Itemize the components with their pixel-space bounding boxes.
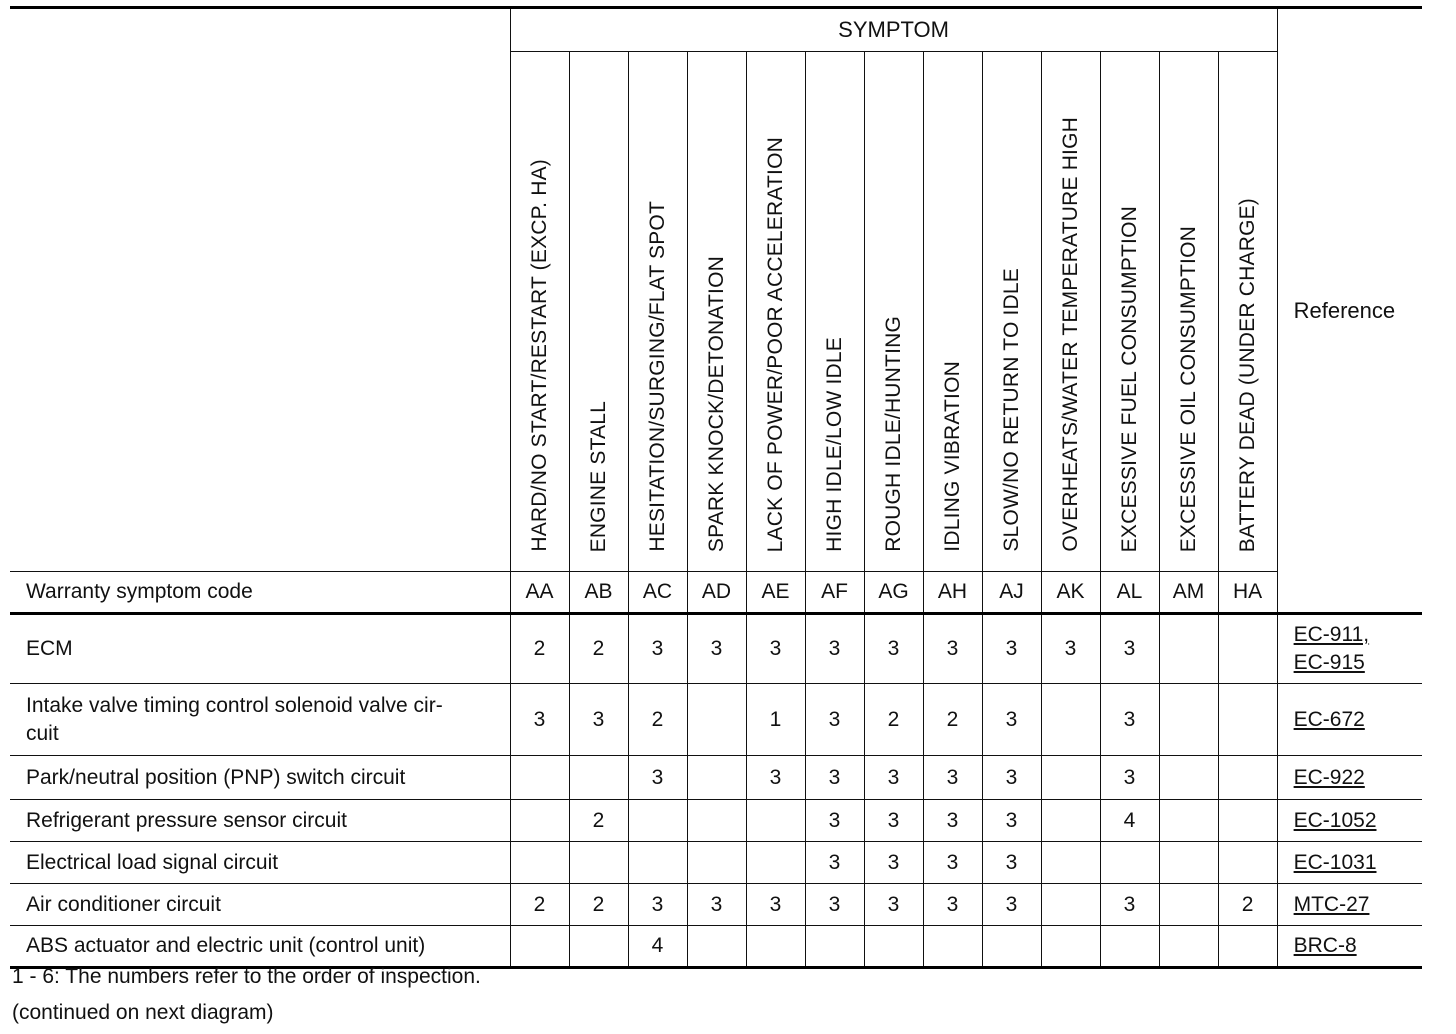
table-body [10,614,1422,968]
warranty-code: HA [1218,572,1277,614]
component-name-line: Intake valve timing control solenoid valve cir- [26,693,443,717]
inspection-order-cell [1100,842,1159,884]
inspection-order-cell [1159,614,1218,684]
inspection-order-cell [1159,926,1218,968]
symptom-column-label: HARD/NO START/RESTART (EXCP. HA) [527,159,551,552]
inspection-order-cell [864,926,923,968]
symptom-column-label: HIGH IDLE/LOW IDLE [822,337,846,552]
symptom-column-label: EXCESSIVE FUEL CONSUMPTION [1117,205,1141,552]
reference-link[interactable]: EC-911, [1293,623,1370,646]
table-row [10,884,1422,926]
component-name: Air conditioner circuit [10,884,510,926]
inspection-order-cell: 3 [569,684,628,756]
inspection-order-cell: 3 [923,884,982,926]
symptom-column-label: HESITATION/SURGING/FLAT SPOT [645,201,669,552]
inspection-order-cell: 3 [805,614,864,684]
inspection-order-cell [510,800,569,842]
reference-cell [1277,684,1422,756]
inspection-order-cell [1159,884,1218,926]
inspection-order-cell [805,926,864,968]
warranty-code: AM [1159,572,1218,614]
warranty-code: AE [746,572,805,614]
inspection-order-cell [1159,756,1218,800]
inspection-order-cell: 3 [923,614,982,684]
table-row [10,926,1422,968]
inspection-order-cell: 3 [864,614,923,684]
inspection-order-cell [1041,926,1100,968]
inspection-order-cell: 3 [982,614,1041,684]
inspection-order-cell [628,842,687,884]
warranty-code: AD [687,572,746,614]
reference-link[interactable]: EC-1052 [1293,808,1377,832]
inspection-order-cell [1218,684,1277,756]
symptom-column-header [628,52,687,572]
inspection-order-cell: 2 [1218,884,1277,926]
inspection-order-cell [687,684,746,756]
symptom-column-header [687,52,746,572]
inspection-order-cell [1159,800,1218,842]
inspection-order-cell: 4 [628,926,687,968]
reference-link[interactable]: MTC-27 [1293,892,1370,916]
symptom-column-header [805,52,864,572]
inspection-order-cell: 3 [805,800,864,842]
symptom-column-header [510,52,569,572]
inspection-order-cell: 2 [628,684,687,756]
reference-cell [1277,756,1422,800]
reference-link[interactable]: EC-915 [1293,651,1365,674]
inspection-order-cell: 3 [864,800,923,842]
inspection-order-cell [982,926,1041,968]
symptom-column-label: ROUGH IDLE/HUNTING [881,316,905,552]
table-row [10,842,1422,884]
table-row [10,800,1422,842]
warranty-code: AB [569,572,628,614]
reference-cell [1277,884,1422,926]
inspection-order-cell: 3 [923,842,982,884]
symptom-column-header [1159,52,1218,572]
inspection-order-cell [1218,614,1277,684]
inspection-order-cell [1218,756,1277,800]
inspection-order-cell [628,800,687,842]
symptom-column-label: EXCESSIVE OIL CONSUMPTION [1176,225,1200,552]
inspection-order-cell: 3 [746,614,805,684]
warranty-code-label: Warranty symptom code [10,572,510,614]
inspection-order-cell: 3 [805,684,864,756]
inspection-order-cell: 3 [510,684,569,756]
inspection-order-cell: 3 [628,884,687,926]
inspection-order-cell: 2 [923,684,982,756]
table-row [10,756,1422,800]
symptom-header: SYMPTOM [510,8,1277,52]
symptom-column-label: SPARK KNOCK/DETONATION [704,255,728,552]
inspection-order-cell [1159,842,1218,884]
inspection-order-cell [1218,926,1277,968]
inspection-order-cell: 1 [746,684,805,756]
inspection-order-cell: 2 [569,614,628,684]
symptom-column-header [923,52,982,572]
inspection-order-cell [1041,684,1100,756]
symptom-column-label: IDLING VIBRATION [940,361,964,552]
component-name: Park/neutral position (PNP) switch circuit [10,756,510,800]
inspection-order-cell: 3 [923,756,982,800]
symptom-column-header [864,52,923,572]
inspection-order-cell: 3 [1041,614,1100,684]
table-corner [10,8,510,572]
inspection-order-cell [1218,842,1277,884]
inspection-order-cell [510,756,569,800]
inspection-order-cell [1041,884,1100,926]
inspection-order-cell [687,800,746,842]
inspection-order-cell: 3 [805,756,864,800]
component-name: Electrical load signal circuit [10,842,510,884]
reference-cell [1277,614,1422,684]
inspection-order-cell: 2 [569,884,628,926]
symptom-table [10,6,1422,969]
warranty-code: AK [1041,572,1100,614]
inspection-order-cell: 3 [687,884,746,926]
inspection-order-cell [1100,926,1159,968]
reference-link[interactable]: EC-672 [1293,707,1365,731]
inspection-order-cell: 3 [1100,614,1159,684]
inspection-order-cell: 3 [1100,756,1159,800]
inspection-order-cell: 3 [982,842,1041,884]
inspection-order-cell: 2 [569,800,628,842]
inspection-order-cell [1218,800,1277,842]
component-name: ECM [10,614,510,684]
inspection-order-cell: 3 [982,684,1041,756]
inspection-order-cell [510,842,569,884]
warranty-code-row [10,572,1422,614]
symptom-column-label: LACK OF POWER/POOR ACCELERATION [763,136,787,552]
symptom-column-label: BATTERY DEAD (UNDER CHARGE) [1235,197,1259,552]
inspection-order-cell: 4 [1100,800,1159,842]
inspection-order-cell: 3 [746,884,805,926]
inspection-order-cell [569,842,628,884]
inspection-order-cell: 3 [982,800,1041,842]
inspection-order-cell: 3 [1100,684,1159,756]
inspection-order-cell: 3 [1100,884,1159,926]
inspection-order-cell [1041,800,1100,842]
inspection-order-cell: 3 [805,884,864,926]
inspection-order-cell [569,756,628,800]
inspection-order-cell [923,926,982,968]
warranty-code: AF [805,572,864,614]
inspection-order-cell: 2 [510,884,569,926]
inspection-order-cell [1041,842,1100,884]
warranty-code: AL [1100,572,1159,614]
component-name [10,684,510,756]
symptom-column-header [1218,52,1277,572]
inspection-order-cell: 3 [864,884,923,926]
symptom-column-header [1041,52,1100,572]
footnote-continued: (continued on next diagram) [12,1001,274,1024]
reference-link[interactable]: BRC-8 [1293,934,1357,957]
warranty-code: AC [628,572,687,614]
inspection-order-cell: 3 [864,756,923,800]
inspection-order-cell: 3 [687,614,746,684]
symptom-column-header [746,52,805,572]
inspection-order-cell [746,926,805,968]
footnote-inspection-order: 1 - 6: The numbers refer to the order of inspection. [12,965,481,988]
inspection-order-cell [1159,684,1218,756]
inspection-order-cell: 3 [628,756,687,800]
symptom-column-header [569,52,628,572]
inspection-order-cell [746,842,805,884]
symptom-column-label: SLOW/NO RETURN TO IDLE [999,268,1023,552]
inspection-order-cell [687,926,746,968]
reference-header: Reference [1277,8,1422,614]
reference-cell [1277,926,1422,968]
reference-link[interactable]: EC-922 [1293,765,1365,789]
inspection-order-cell: 2 [864,684,923,756]
inspection-order-cell [687,756,746,800]
warranty-code: AG [864,572,923,614]
component-name: ABS actuator and electric unit (control unit) [10,926,510,968]
inspection-order-cell: 3 [982,884,1041,926]
warranty-code: AA [510,572,569,614]
component-name-line: cuit [26,721,59,745]
symptom-column-header [982,52,1041,572]
reference-cell [1277,842,1422,884]
symptom-column-label: OVERHEATS/WATER TEMPERATURE HIGH [1058,117,1082,552]
component-name: Refrigerant pressure sensor circuit [10,800,510,842]
inspection-order-cell [687,842,746,884]
inspection-order-cell: 3 [746,756,805,800]
inspection-order-cell: 3 [923,800,982,842]
inspection-order-cell: 3 [982,756,1041,800]
inspection-order-cell [510,926,569,968]
inspection-order-cell: 3 [864,842,923,884]
inspection-order-cell [746,800,805,842]
inspection-order-cell: 3 [805,842,864,884]
inspection-order-cell [569,926,628,968]
symptom-column-label: ENGINE STALL [586,400,610,552]
inspection-order-cell [1041,756,1100,800]
symptom-column-header [1100,52,1159,572]
table-row [10,614,1422,684]
inspection-order-cell: 2 [510,614,569,684]
inspection-order-cell: 3 [628,614,687,684]
table-row [10,684,1422,756]
warranty-code: AH [923,572,982,614]
warranty-code: AJ [982,572,1041,614]
reference-cell [1277,800,1422,842]
reference-link[interactable]: EC-1031 [1293,850,1377,874]
